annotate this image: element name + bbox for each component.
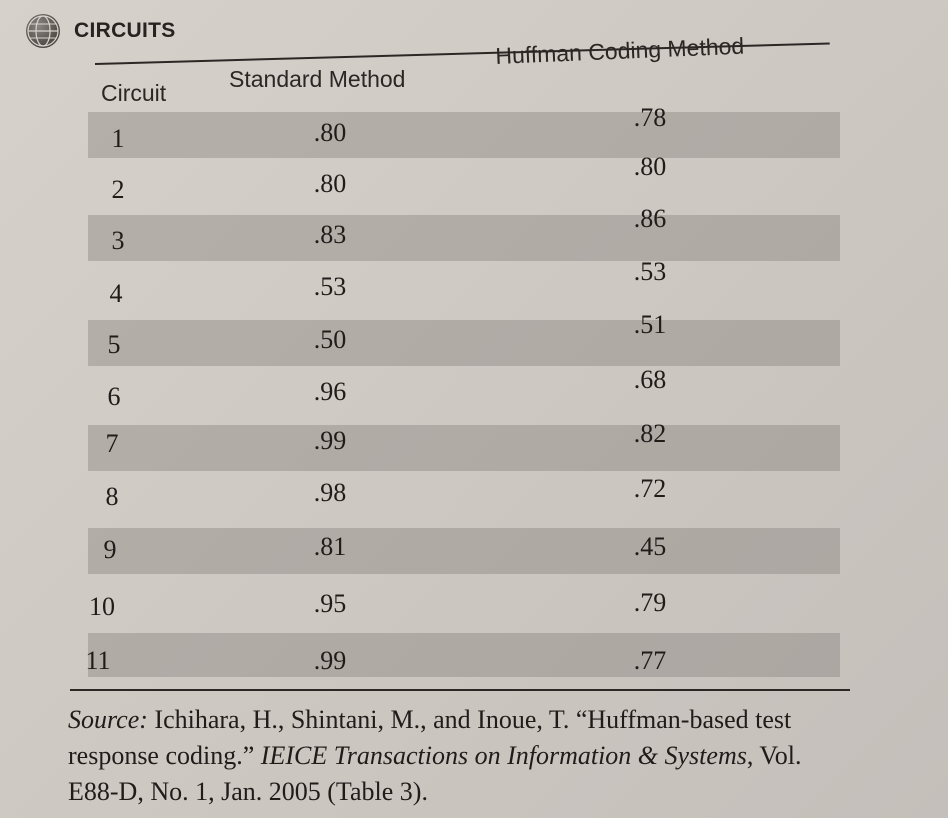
cell-circuit: 11 — [85, 646, 111, 675]
cell-standard-method: .99 — [313, 426, 347, 455]
row-shade-band — [88, 215, 840, 261]
cell-huffman-method: .80 — [633, 152, 667, 181]
cell-standard-method: .83 — [313, 220, 347, 249]
cell-standard-method: .80 — [313, 169, 347, 198]
cell-circuit: 3 — [111, 226, 125, 255]
cell-huffman-method: .68 — [633, 365, 667, 394]
source-citation — [68, 702, 858, 810]
row-shade-band — [88, 633, 840, 677]
cell-circuit: 4 — [109, 279, 123, 308]
source-label: Source: — [68, 705, 148, 734]
cell-standard-method: .50 — [313, 325, 347, 354]
source-journal: IEICE Transactions on Information & Systems — [260, 741, 747, 770]
cell-standard-method: .53 — [313, 272, 347, 301]
column-header-circuit: Circuit — [101, 80, 167, 106]
cell-huffman-method: .53 — [633, 257, 667, 286]
cell-standard-method: .98 — [313, 478, 347, 507]
column-header-huffman: Huffman Coding Method — [494, 32, 745, 70]
cell-standard-method: .95 — [313, 589, 347, 618]
cell-huffman-method: .78 — [633, 103, 667, 132]
cell-standard-method: .81 — [313, 532, 347, 561]
cell-circuit: 9 — [103, 535, 117, 564]
cell-circuit: 6 — [107, 382, 121, 411]
section-header — [26, 14, 176, 48]
cell-huffman-method: .77 — [633, 646, 667, 675]
row-shade-band — [88, 425, 840, 471]
column-header-standard: Standard Method — [229, 66, 406, 92]
cell-huffman-method: .51 — [633, 310, 667, 339]
source-text-details: , Vol. E88-D, No. 1, Jan. 2005 (Table 3). — [68, 741, 802, 806]
row-shade-band — [88, 112, 840, 158]
cell-huffman-method: .45 — [633, 532, 667, 561]
cell-circuit: 5 — [107, 330, 121, 359]
cell-standard-method: .99 — [313, 646, 347, 675]
cell-circuit: 10 — [89, 592, 115, 621]
row-shade-band — [88, 528, 840, 574]
cell-huffman-method: .79 — [633, 588, 667, 617]
cell-circuit: 7 — [105, 429, 119, 458]
row-shade-band — [88, 320, 840, 366]
cell-circuit: 1 — [111, 124, 125, 153]
cell-circuit: 8 — [105, 482, 119, 511]
source-text-authors: Ichihara, H., Shintani, M., and Inoue, T. “Huffman-based test response coding.” — [68, 705, 792, 770]
cell-circuit: 2 — [111, 175, 125, 204]
cell-huffman-method: .82 — [633, 419, 667, 448]
cell-huffman-method: .72 — [633, 474, 667, 503]
table-bottom-rule — [70, 689, 850, 691]
cell-huffman-method: .86 — [633, 204, 667, 233]
cell-standard-method: .80 — [313, 118, 347, 147]
section-title: CIRCUITS — [74, 19, 176, 42]
cell-standard-method: .96 — [313, 377, 347, 406]
globe-icon — [26, 14, 60, 48]
